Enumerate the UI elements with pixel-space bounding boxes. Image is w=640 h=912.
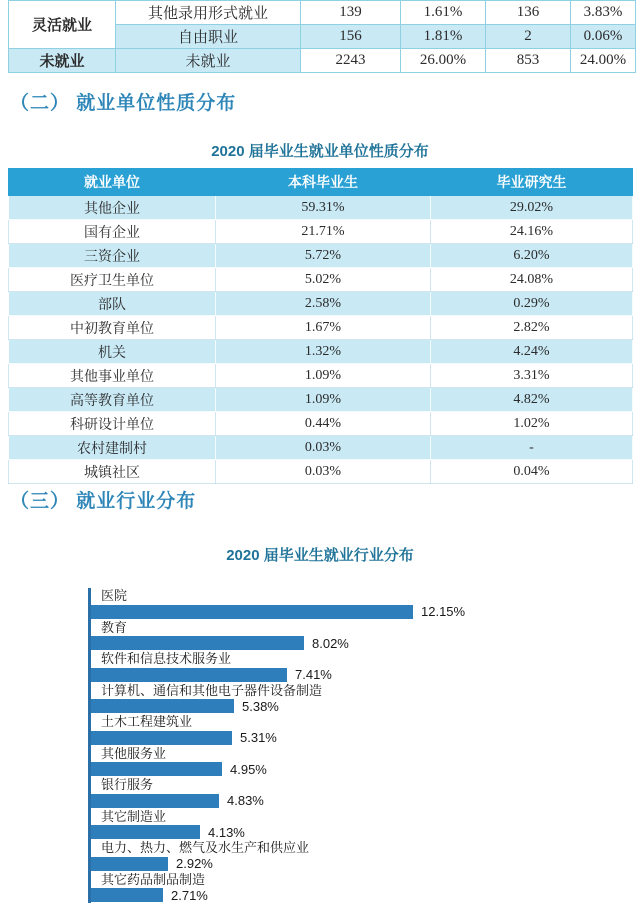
bar [91,857,168,871]
chart-row [91,872,639,904]
cell-unit: 其他事业单位 [9,364,216,388]
bar-label: 其它药品制品制造 [101,871,206,887]
employer-nature-table [8,168,633,484]
table-row [9,49,636,73]
cell-ug-pct: 26.00% [401,49,486,73]
table-row [9,460,633,484]
bar-value: 2.71% [171,887,208,903]
bar-value: 5.31% [240,730,277,745]
bar-value: 8.02% [312,635,349,651]
chart-row [91,840,639,872]
chart-row [91,651,639,683]
cell-pg-pct: 3.83% [571,1,636,25]
cell-ug: 2.58% [216,292,431,316]
table-header-row [9,169,633,196]
cell-unit: 医疗卫生单位 [9,268,216,292]
table-row [9,196,633,220]
bar [91,636,304,650]
bar-label: 软件和信息技术服务业 [101,651,232,666]
bar [91,825,200,839]
cell-pg: 2.82% [431,316,633,340]
cell-unit: 中初教育单位 [9,316,216,340]
cell-ug: 5.02% [216,268,431,292]
cell-pg: 6.20% [431,244,633,268]
cell-pg: 29.02% [431,196,633,220]
col-header-postgrad: 毕业研究生 [431,169,633,196]
cell-category: 未就业 [9,49,116,73]
cell-unit: 其他企业 [9,196,216,220]
bar-value: 2.92% [176,856,213,871]
bar-label: 银行服务 [101,777,154,792]
bar-label: 电力、热力、燃气及水生产和供应业 [101,840,310,855]
cell-ug: 1.67% [216,316,431,340]
cell-pg: 1.02% [431,412,633,436]
bar-value: 12.15% [421,604,466,619]
cell-pg-count: 853 [486,49,571,73]
bar [91,794,219,808]
cell-ug-pct: 1.61% [401,1,486,25]
table-row [9,268,633,292]
cell-pg: 24.16% [431,220,633,244]
bar-value: 4.83% [227,793,264,808]
cell-ug: 1.32% [216,340,431,364]
cell-pg-count: 136 [486,1,571,25]
cell-ug: 21.71% [216,220,431,244]
cell-pg-pct: 0.06% [571,25,636,49]
cell-pg: 4.82% [431,388,633,412]
cell-unit: 农村建制村 [9,436,216,460]
cell-ug: 0.03% [216,436,431,460]
table-row [9,292,633,316]
cell-ug: 0.03% [216,460,431,484]
cell-pg-pct: 24.00% [571,49,636,73]
cell-ug: 1.09% [216,364,431,388]
cell-unit: 科研设计单位 [9,412,216,436]
cell-unit: 部队 [9,292,216,316]
table-row [9,364,633,388]
cell-pg: 4.24% [431,340,633,364]
bar-value: 4.13% [208,824,245,840]
chart-row [91,683,639,715]
bar [91,699,234,713]
cell-ug-count: 156 [301,25,401,49]
chart-row [91,746,639,778]
table-row [9,244,633,268]
cell-category: 灵活就业 [9,1,116,49]
employer-table-title: 2020 届毕业生就业单位性质分布 [211,143,429,160]
industry-chart-title: 2020 届毕业生就业行业分布 [226,547,414,564]
cell-unit: 三资企业 [9,244,216,268]
industry-bar-chart [88,588,639,903]
cell-ug: 1.09% [216,388,431,412]
col-header-unit: 就业单位 [9,169,216,196]
cell-pg: 3.31% [431,364,633,388]
bar [91,762,222,776]
cell-ug-pct: 1.81% [401,25,486,49]
table-row [9,388,633,412]
cell-unit: 机关 [9,340,216,364]
bar-label: 土木工程建筑业 [101,714,193,729]
section-heading-industry: （三） 就业行业分布 [10,491,197,512]
cell-type: 自由职业 [116,25,301,49]
cell-ug: 5.72% [216,244,431,268]
table-row [9,340,633,364]
cell-ug: 0.44% [216,412,431,436]
bar [91,888,163,902]
bar-value: 7.41% [295,667,332,682]
cell-type: 未就业 [116,49,301,73]
cell-ug-count: 2243 [301,49,401,73]
bar-value: 4.95% [230,761,267,777]
cell-unit: 高等教育单位 [9,388,216,412]
cell-unit: 国有企业 [9,220,216,244]
bar-label: 计算机、通信和其他电子器件设备制造 [101,682,323,698]
bar-label: 教育 [101,619,128,635]
bar-label: 其它制造业 [101,808,167,824]
chart-row [91,588,639,620]
cell-ug: 59.31% [216,196,431,220]
cell-ug-count: 139 [301,1,401,25]
chart-row [91,777,639,809]
cell-pg: 0.04% [431,460,633,484]
table-row [9,316,633,340]
cell-type: 其他录用形式就业 [116,1,301,25]
cell-pg: 0.29% [431,292,633,316]
table-row [9,1,636,25]
cell-pg-count: 2 [486,25,571,49]
chart-row [91,809,639,841]
table-row [9,220,633,244]
bar [91,731,232,745]
bar-label: 其他服务业 [101,745,167,761]
cell-pg: - [431,436,633,460]
table-row [9,436,633,460]
cell-unit: 城镇社区 [9,460,216,484]
cell-pg: 24.08% [431,268,633,292]
col-header-undergrad: 本科毕业生 [216,169,431,196]
bar [91,668,287,682]
bar [91,605,413,619]
bar-value: 5.38% [242,698,279,714]
bar-label: 医院 [101,588,128,603]
table-row [9,412,633,436]
chart-row [91,620,639,652]
employment-form-table [8,0,636,73]
chart-row [91,714,639,746]
section-heading-employer: （二） 就业单位性质分布 [10,93,237,114]
